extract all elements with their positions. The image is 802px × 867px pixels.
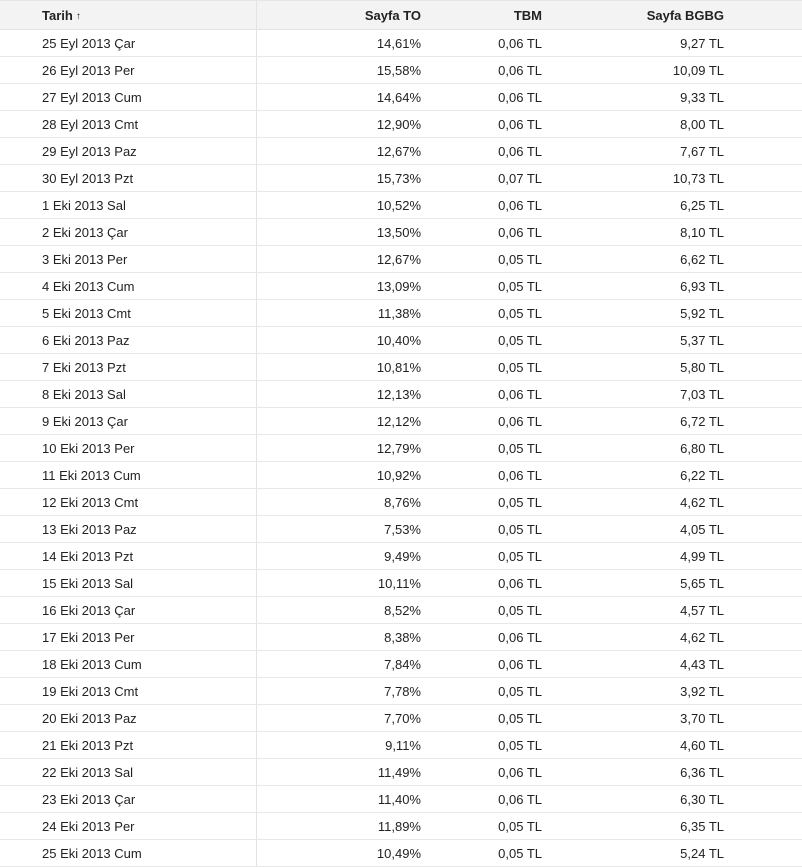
table-row — [0, 354, 802, 381]
table-row — [0, 435, 802, 462]
date-cell: 1 Eki 2013 Sal — [0, 192, 256, 219]
cpc-cell: 0,06 TL — [422, 57, 544, 84]
date-cell: 29 Eyl 2013 Paz — [0, 138, 256, 165]
page-value-cell: 8,76% — [256, 489, 422, 516]
page-rpm-cell: 4,05 TL — [544, 516, 726, 543]
cpc-cell: 0,05 TL — [422, 246, 544, 273]
table-row — [0, 219, 802, 246]
spacer-cell — [726, 786, 802, 813]
cpc-cell: 0,05 TL — [422, 678, 544, 705]
cpc-cell: 0,06 TL — [422, 84, 544, 111]
date-cell: 8 Eki 2013 Sal — [0, 381, 256, 408]
page-value-cell: 10,52% — [256, 192, 422, 219]
spacer-cell — [726, 597, 802, 624]
date-cell: 28 Eyl 2013 Cmt — [0, 111, 256, 138]
page-rpm-cell: 6,72 TL — [544, 408, 726, 435]
page-value-cell: 12,90% — [256, 111, 422, 138]
page-value-cell: 12,12% — [256, 408, 422, 435]
page-value-cell: 14,61% — [256, 30, 422, 57]
page-value-cell: 10,40% — [256, 327, 422, 354]
page-rpm-cell: 4,62 TL — [544, 489, 726, 516]
table-row — [0, 597, 802, 624]
page-rpm-cell: 3,70 TL — [544, 705, 726, 732]
page-rpm-cell: 6,80 TL — [544, 435, 726, 462]
spacer-cell — [726, 759, 802, 786]
spacer-cell — [726, 84, 802, 111]
date-cell: 30 Eyl 2013 Pzt — [0, 165, 256, 192]
page-rpm-cell: 7,03 TL — [544, 381, 726, 408]
page-value-cell: 11,40% — [256, 786, 422, 813]
cpc-cell: 0,06 TL — [422, 111, 544, 138]
page-rpm-cell: 6,62 TL — [544, 246, 726, 273]
cpc-cell: 0,06 TL — [422, 570, 544, 597]
cpc-cell: 0,05 TL — [422, 489, 544, 516]
cpc-cell: 0,06 TL — [422, 219, 544, 246]
page-rpm-cell: 8,00 TL — [544, 111, 726, 138]
date-cell: 9 Eki 2013 Çar — [0, 408, 256, 435]
page-value-cell: 10,81% — [256, 354, 422, 381]
page-value-cell: 12,67% — [256, 246, 422, 273]
spacer-cell — [726, 516, 802, 543]
page-rpm-cell: 5,80 TL — [544, 354, 726, 381]
date-cell: 18 Eki 2013 Cum — [0, 651, 256, 678]
page-rpm-cell: 9,27 TL — [544, 30, 726, 57]
table-row — [0, 138, 802, 165]
spacer-cell — [726, 381, 802, 408]
date-cell: 17 Eki 2013 Per — [0, 624, 256, 651]
date-cell: 22 Eki 2013 Sal — [0, 759, 256, 786]
spacer-cell — [726, 300, 802, 327]
page-rpm-cell: 4,62 TL — [544, 624, 726, 651]
spacer-cell — [726, 192, 802, 219]
table-row — [0, 84, 802, 111]
page-value-cell: 11,38% — [256, 300, 422, 327]
spacer-cell — [726, 705, 802, 732]
table-header — [0, 1, 802, 30]
spacer-cell — [726, 813, 802, 840]
cpc-cell: 0,05 TL — [422, 840, 544, 867]
page-value-cell: 11,49% — [256, 759, 422, 786]
date-cell: 21 Eki 2013 Pzt — [0, 732, 256, 759]
table-row — [0, 732, 802, 759]
spacer-cell — [726, 219, 802, 246]
page-value-cell: 12,79% — [256, 435, 422, 462]
table-row — [0, 624, 802, 651]
page-value-cell: 10,49% — [256, 840, 422, 867]
date-cell: 20 Eki 2013 Paz — [0, 705, 256, 732]
page-rpm-cell: 5,24 TL — [544, 840, 726, 867]
spacer-cell — [726, 246, 802, 273]
page-rpm-cell: 4,60 TL — [544, 732, 726, 759]
spacer-cell — [726, 57, 802, 84]
table-row — [0, 489, 802, 516]
spacer-cell — [726, 30, 802, 57]
date-cell: 4 Eki 2013 Cum — [0, 273, 256, 300]
page-value-cell: 9,49% — [256, 543, 422, 570]
page-value-cell: 15,58% — [256, 57, 422, 84]
table-row — [0, 165, 802, 192]
page-rpm-cell: 10,09 TL — [544, 57, 726, 84]
cpc-cell: 0,05 TL — [422, 543, 544, 570]
table-row — [0, 786, 802, 813]
spacer-cell — [726, 165, 802, 192]
table-row — [0, 381, 802, 408]
cpc-cell: 0,05 TL — [422, 732, 544, 759]
cpc-cell: 0,06 TL — [422, 138, 544, 165]
page-rpm-cell: 5,92 TL — [544, 300, 726, 327]
spacer-cell — [726, 651, 802, 678]
cpc-cell: 0,06 TL — [422, 30, 544, 57]
spacer-cell — [726, 327, 802, 354]
page-value-cell: 13,50% — [256, 219, 422, 246]
page-value-cell: 14,64% — [256, 84, 422, 111]
cpc-cell: 0,06 TL — [422, 786, 544, 813]
table-row — [0, 813, 802, 840]
spacer-cell — [726, 840, 802, 867]
date-cell: 15 Eki 2013 Sal — [0, 570, 256, 597]
table-row — [0, 570, 802, 597]
page-value-cell: 10,11% — [256, 570, 422, 597]
page-rpm-cell: 6,35 TL — [544, 813, 726, 840]
date-cell: 12 Eki 2013 Cmt — [0, 489, 256, 516]
date-cell: 13 Eki 2013 Paz — [0, 516, 256, 543]
spacer-cell — [726, 624, 802, 651]
page-value-cell: 13,09% — [256, 273, 422, 300]
page-rpm-cell: 6,36 TL — [544, 759, 726, 786]
page-value-cell: 7,84% — [256, 651, 422, 678]
table-row — [0, 408, 802, 435]
cpc-cell: 0,05 TL — [422, 327, 544, 354]
spacer-cell — [726, 570, 802, 597]
page-value-cell: 12,67% — [256, 138, 422, 165]
spacer-cell — [726, 354, 802, 381]
page-value-cell: 10,92% — [256, 462, 422, 489]
cpc-cell: 0,07 TL — [422, 165, 544, 192]
cpc-cell: 0,05 TL — [422, 435, 544, 462]
page-value-cell: 11,89% — [256, 813, 422, 840]
page-value-cell: 12,13% — [256, 381, 422, 408]
column-header-cpc[interactable]: TBM — [422, 1, 544, 30]
date-cell: 23 Eki 2013 Çar — [0, 786, 256, 813]
spacer-cell — [726, 273, 802, 300]
table-row — [0, 327, 802, 354]
date-cell: 7 Eki 2013 Pzt — [0, 354, 256, 381]
table-row — [0, 111, 802, 138]
date-cell: 2 Eki 2013 Çar — [0, 219, 256, 246]
table-row — [0, 840, 802, 867]
page-rpm-cell: 6,30 TL — [544, 786, 726, 813]
page-rpm-cell: 6,25 TL — [544, 192, 726, 219]
table-row — [0, 705, 802, 732]
spacer-cell — [726, 408, 802, 435]
spacer-cell — [726, 732, 802, 759]
page-value-cell: 7,53% — [256, 516, 422, 543]
column-header-page-rpm[interactable]: Sayfa BGBG — [544, 1, 726, 30]
table-row — [0, 246, 802, 273]
cpc-cell: 0,05 TL — [422, 705, 544, 732]
table-body — [0, 30, 802, 867]
date-cell: 16 Eki 2013 Çar — [0, 597, 256, 624]
table-row — [0, 300, 802, 327]
page-rpm-cell: 7,67 TL — [544, 138, 726, 165]
arrow-up-icon: ↑ — [75, 10, 81, 22]
page-value-cell: 9,11% — [256, 732, 422, 759]
spacer-cell — [726, 489, 802, 516]
table-row — [0, 30, 802, 57]
cpc-cell: 0,05 TL — [422, 300, 544, 327]
spacer-cell — [726, 462, 802, 489]
date-cell: 3 Eki 2013 Per — [0, 246, 256, 273]
date-cell: 10 Eki 2013 Per — [0, 435, 256, 462]
page-value-cell: 8,38% — [256, 624, 422, 651]
spacer-cell — [726, 435, 802, 462]
column-header-spacer — [726, 1, 802, 30]
table-row — [0, 516, 802, 543]
page-value-cell: 8,52% — [256, 597, 422, 624]
cpc-cell: 0,06 TL — [422, 381, 544, 408]
page-value-cell: 15,73% — [256, 165, 422, 192]
table-row — [0, 273, 802, 300]
cpc-cell: 0,06 TL — [422, 624, 544, 651]
date-cell: 25 Eyl 2013 Çar — [0, 30, 256, 57]
table-row — [0, 651, 802, 678]
column-header-page-value[interactable]: Sayfa TO — [256, 1, 422, 30]
page-rpm-cell: 10,73 TL — [544, 165, 726, 192]
spacer-cell — [726, 138, 802, 165]
date-cell: 26 Eyl 2013 Per — [0, 57, 256, 84]
date-cell: 27 Eyl 2013 Cum — [0, 84, 256, 111]
cpc-cell: 0,06 TL — [422, 651, 544, 678]
cpc-cell: 0,05 TL — [422, 813, 544, 840]
date-cell: 25 Eki 2013 Cum — [0, 840, 256, 867]
cpc-cell: 0,06 TL — [422, 408, 544, 435]
page-rpm-cell: 6,22 TL — [544, 462, 726, 489]
page-rpm-cell: 4,57 TL — [544, 597, 726, 624]
cpc-cell: 0,05 TL — [422, 516, 544, 543]
page-rpm-cell: 5,65 TL — [544, 570, 726, 597]
page-rpm-cell: 5,37 TL — [544, 327, 726, 354]
table-row — [0, 192, 802, 219]
page-rpm-cell: 4,43 TL — [544, 651, 726, 678]
page-rpm-cell: 8,10 TL — [544, 219, 726, 246]
spacer-cell — [726, 543, 802, 570]
page-rpm-cell: 3,92 TL — [544, 678, 726, 705]
cpc-cell: 0,06 TL — [422, 462, 544, 489]
date-cell: 11 Eki 2013 Cum — [0, 462, 256, 489]
table-row — [0, 678, 802, 705]
table-row — [0, 57, 802, 84]
spacer-cell — [726, 111, 802, 138]
page-value-cell: 7,70% — [256, 705, 422, 732]
spacer-cell — [726, 678, 802, 705]
date-cell: 14 Eki 2013 Pzt — [0, 543, 256, 570]
column-header-date-label: Tarih — [42, 7, 73, 23]
date-cell: 24 Eki 2013 Per — [0, 813, 256, 840]
cpc-cell: 0,06 TL — [422, 759, 544, 786]
cpc-cell: 0,06 TL — [422, 192, 544, 219]
date-cell: 5 Eki 2013 Cmt — [0, 300, 256, 327]
cpc-cell: 0,05 TL — [422, 354, 544, 381]
cpc-cell: 0,05 TL — [422, 597, 544, 624]
table-row — [0, 543, 802, 570]
date-cell: 6 Eki 2013 Paz — [0, 327, 256, 354]
date-cell: 19 Eki 2013 Cmt — [0, 678, 256, 705]
cpc-cell: 0,05 TL — [422, 273, 544, 300]
header-row — [0, 1, 802, 30]
page-rpm-cell: 6,93 TL — [544, 273, 726, 300]
column-header-date[interactable] — [0, 1, 256, 30]
table-row — [0, 462, 802, 489]
table-row — [0, 759, 802, 786]
page-rpm-cell: 9,33 TL — [544, 84, 726, 111]
page-value-cell: 7,78% — [256, 678, 422, 705]
page-rpm-cell: 4,99 TL — [544, 543, 726, 570]
